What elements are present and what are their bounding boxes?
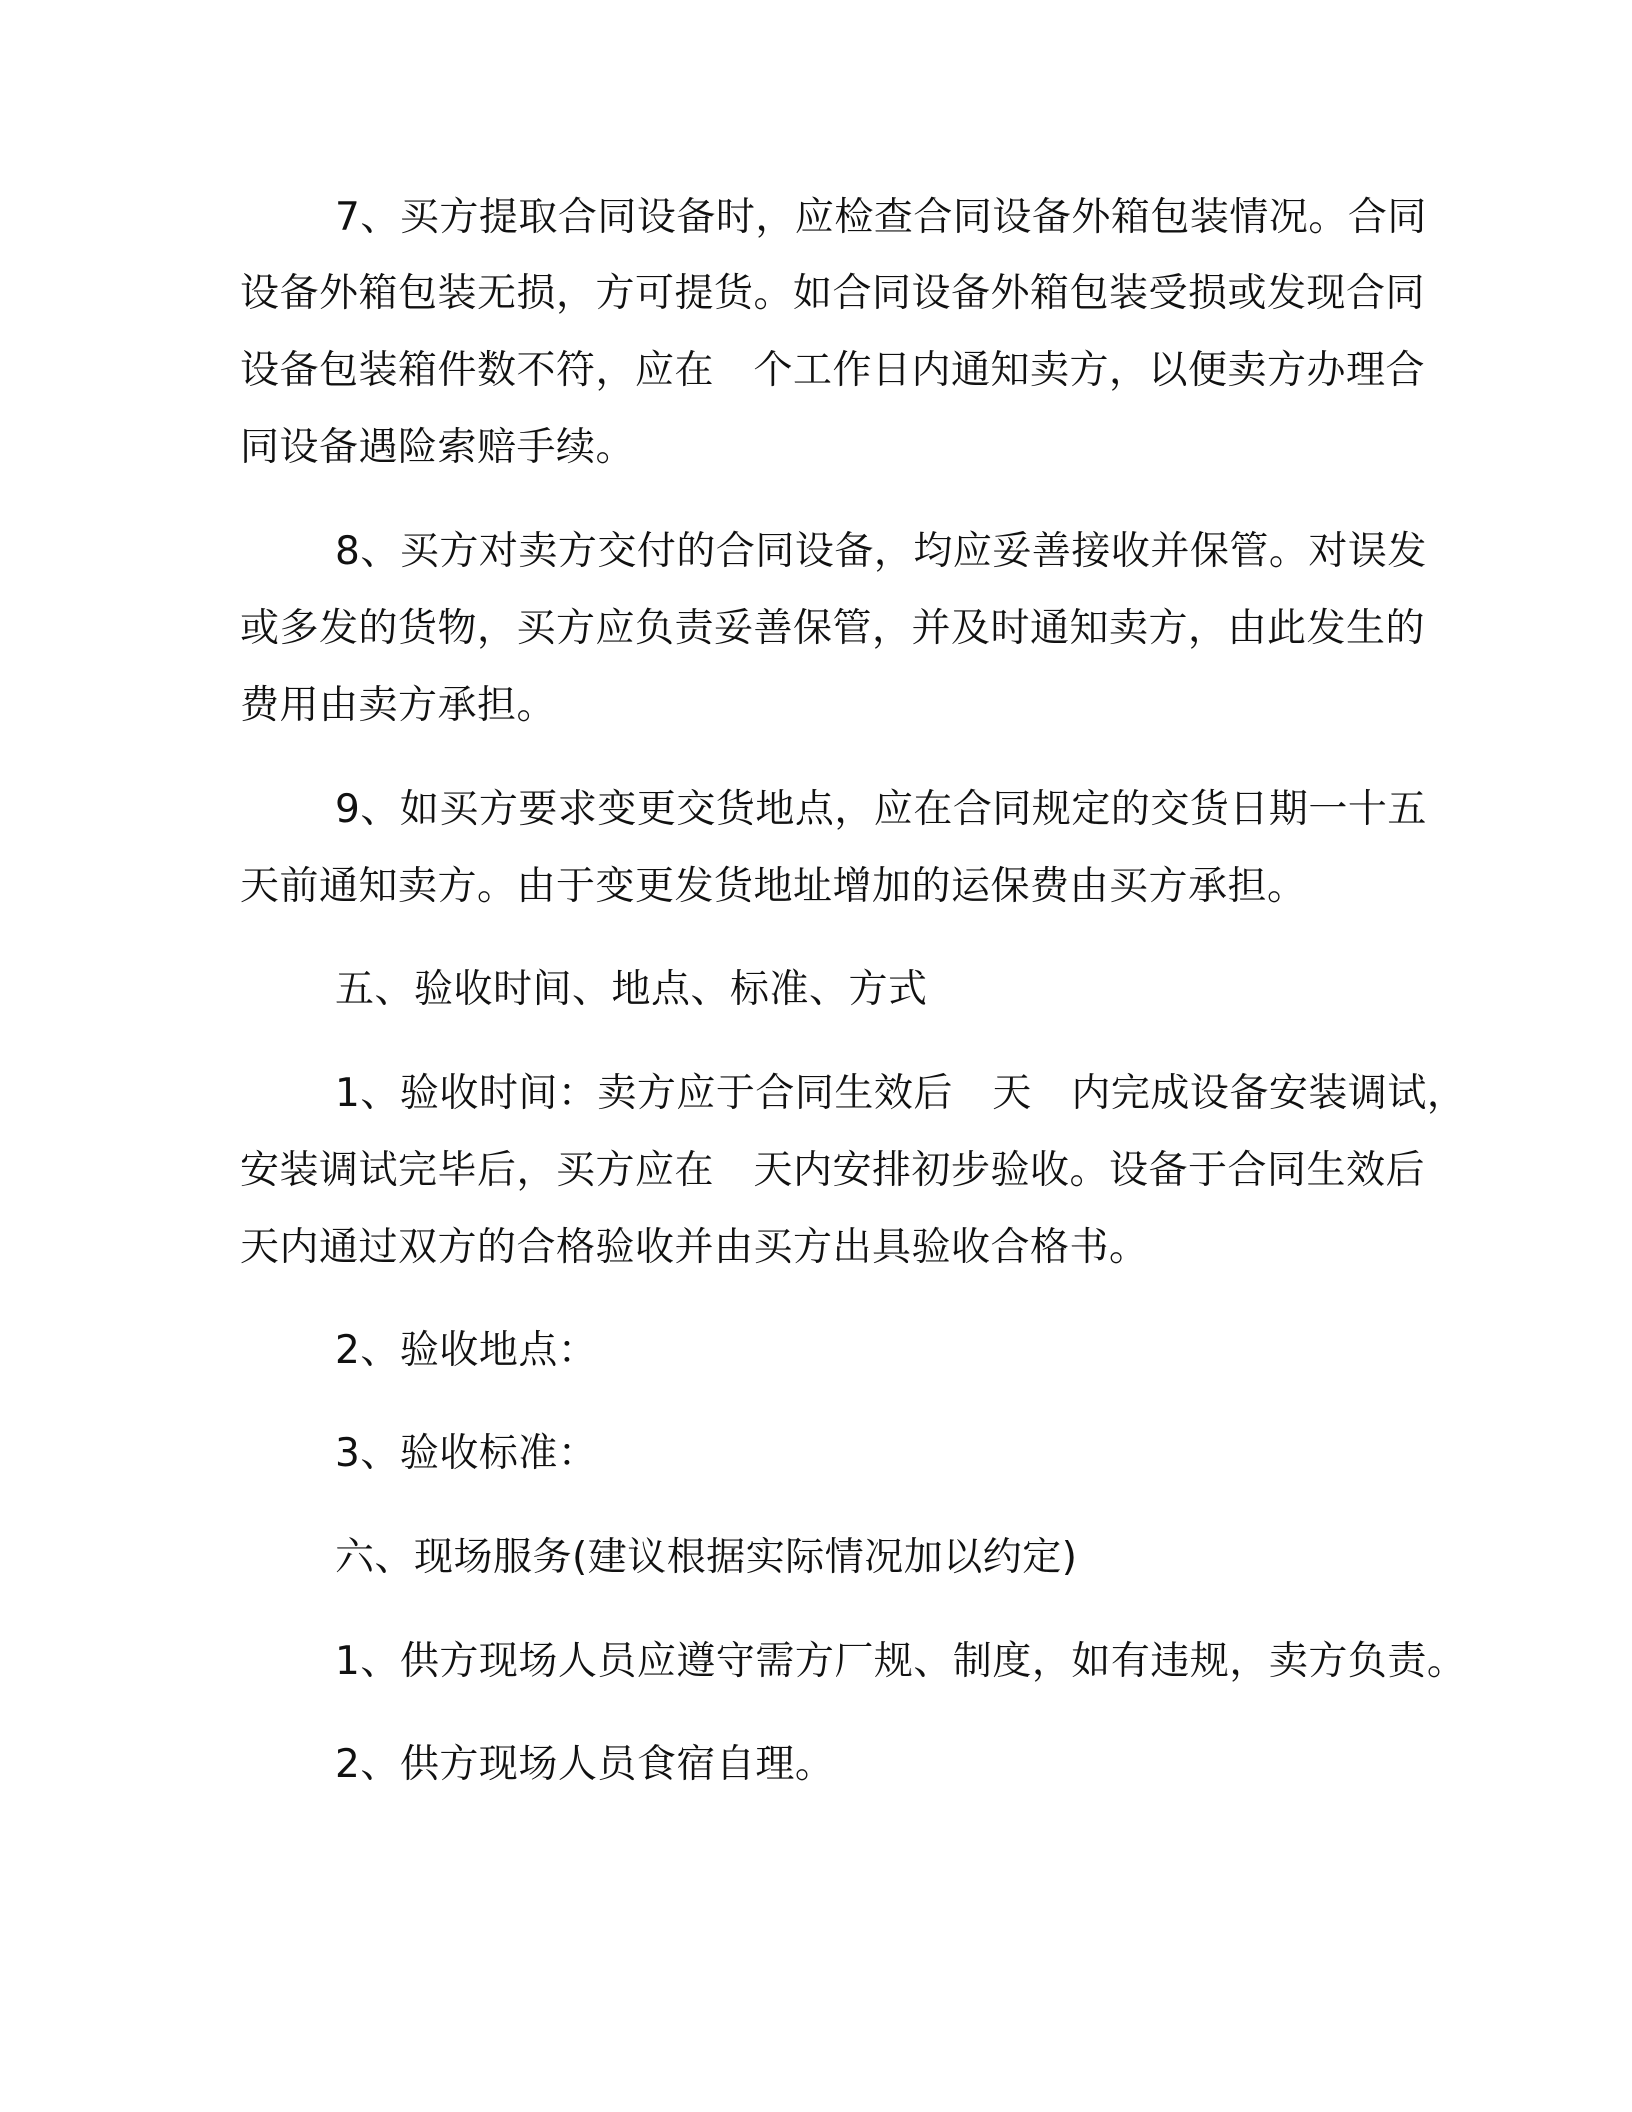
acceptance-time-line-2: 安装调试完毕后，买方应在 天内安排初步验收。设备于合同生效后 bbox=[240, 1148, 1426, 1193]
clause-8-line-1: 8、买方对卖方交付的合同设备，均应妥善接收并保管。对误发 bbox=[335, 529, 1427, 574]
onsite-service-item-2: 2、供方现场人员食宿自理。 bbox=[335, 1742, 835, 1787]
section-6-heading: 六、现场服务(建议根据实际情况加以约定) bbox=[335, 1535, 1078, 1580]
clause-7-line-1: 7、买方提取合同设备时，应检查合同设备外箱包装情况。合同 bbox=[335, 195, 1427, 240]
section-5-heading: 五、验收时间、地点、标准、方式 bbox=[335, 967, 928, 1012]
acceptance-location: 2、验收地点： bbox=[335, 1328, 598, 1373]
clause-9-line-1: 9、如买方要求变更交货地点，应在合同规定的交货日期一十五 bbox=[335, 787, 1427, 832]
clause-9-line-2: 天前通知卖方。由于变更发货地址增加的运保费由买方承担。 bbox=[240, 864, 1307, 909]
clause-7-line-4: 同设备遇险索赔手续。 bbox=[240, 425, 636, 470]
clause-7-line-2: 设备外箱包装无损，方可提货。如合同设备外箱包装受损或发现合同 bbox=[240, 271, 1426, 316]
clause-7-line-3: 设备包装箱件数不符，应在 个工作日内通知卖方，以便卖方办理合 bbox=[240, 348, 1426, 393]
acceptance-standard: 3、验收标准： bbox=[335, 1431, 598, 1476]
acceptance-time-line-3: 天内通过双方的合格验收并由买方出具验收合格书。 bbox=[240, 1225, 1149, 1270]
acceptance-time-line-1: 1、验收时间：卖方应于合同生效后 天 内完成设备安装调试， bbox=[335, 1071, 1467, 1116]
clause-8-line-3: 费用由卖方承担。 bbox=[240, 683, 557, 728]
clause-8-line-2: 或多发的货物，买方应负责妥善保管，并及时通知卖方，由此发生的 bbox=[240, 606, 1426, 651]
onsite-service-item-1: 1、供方现场人员应遵守需方厂规、制度，如有违规，卖方负责。 bbox=[335, 1639, 1467, 1684]
